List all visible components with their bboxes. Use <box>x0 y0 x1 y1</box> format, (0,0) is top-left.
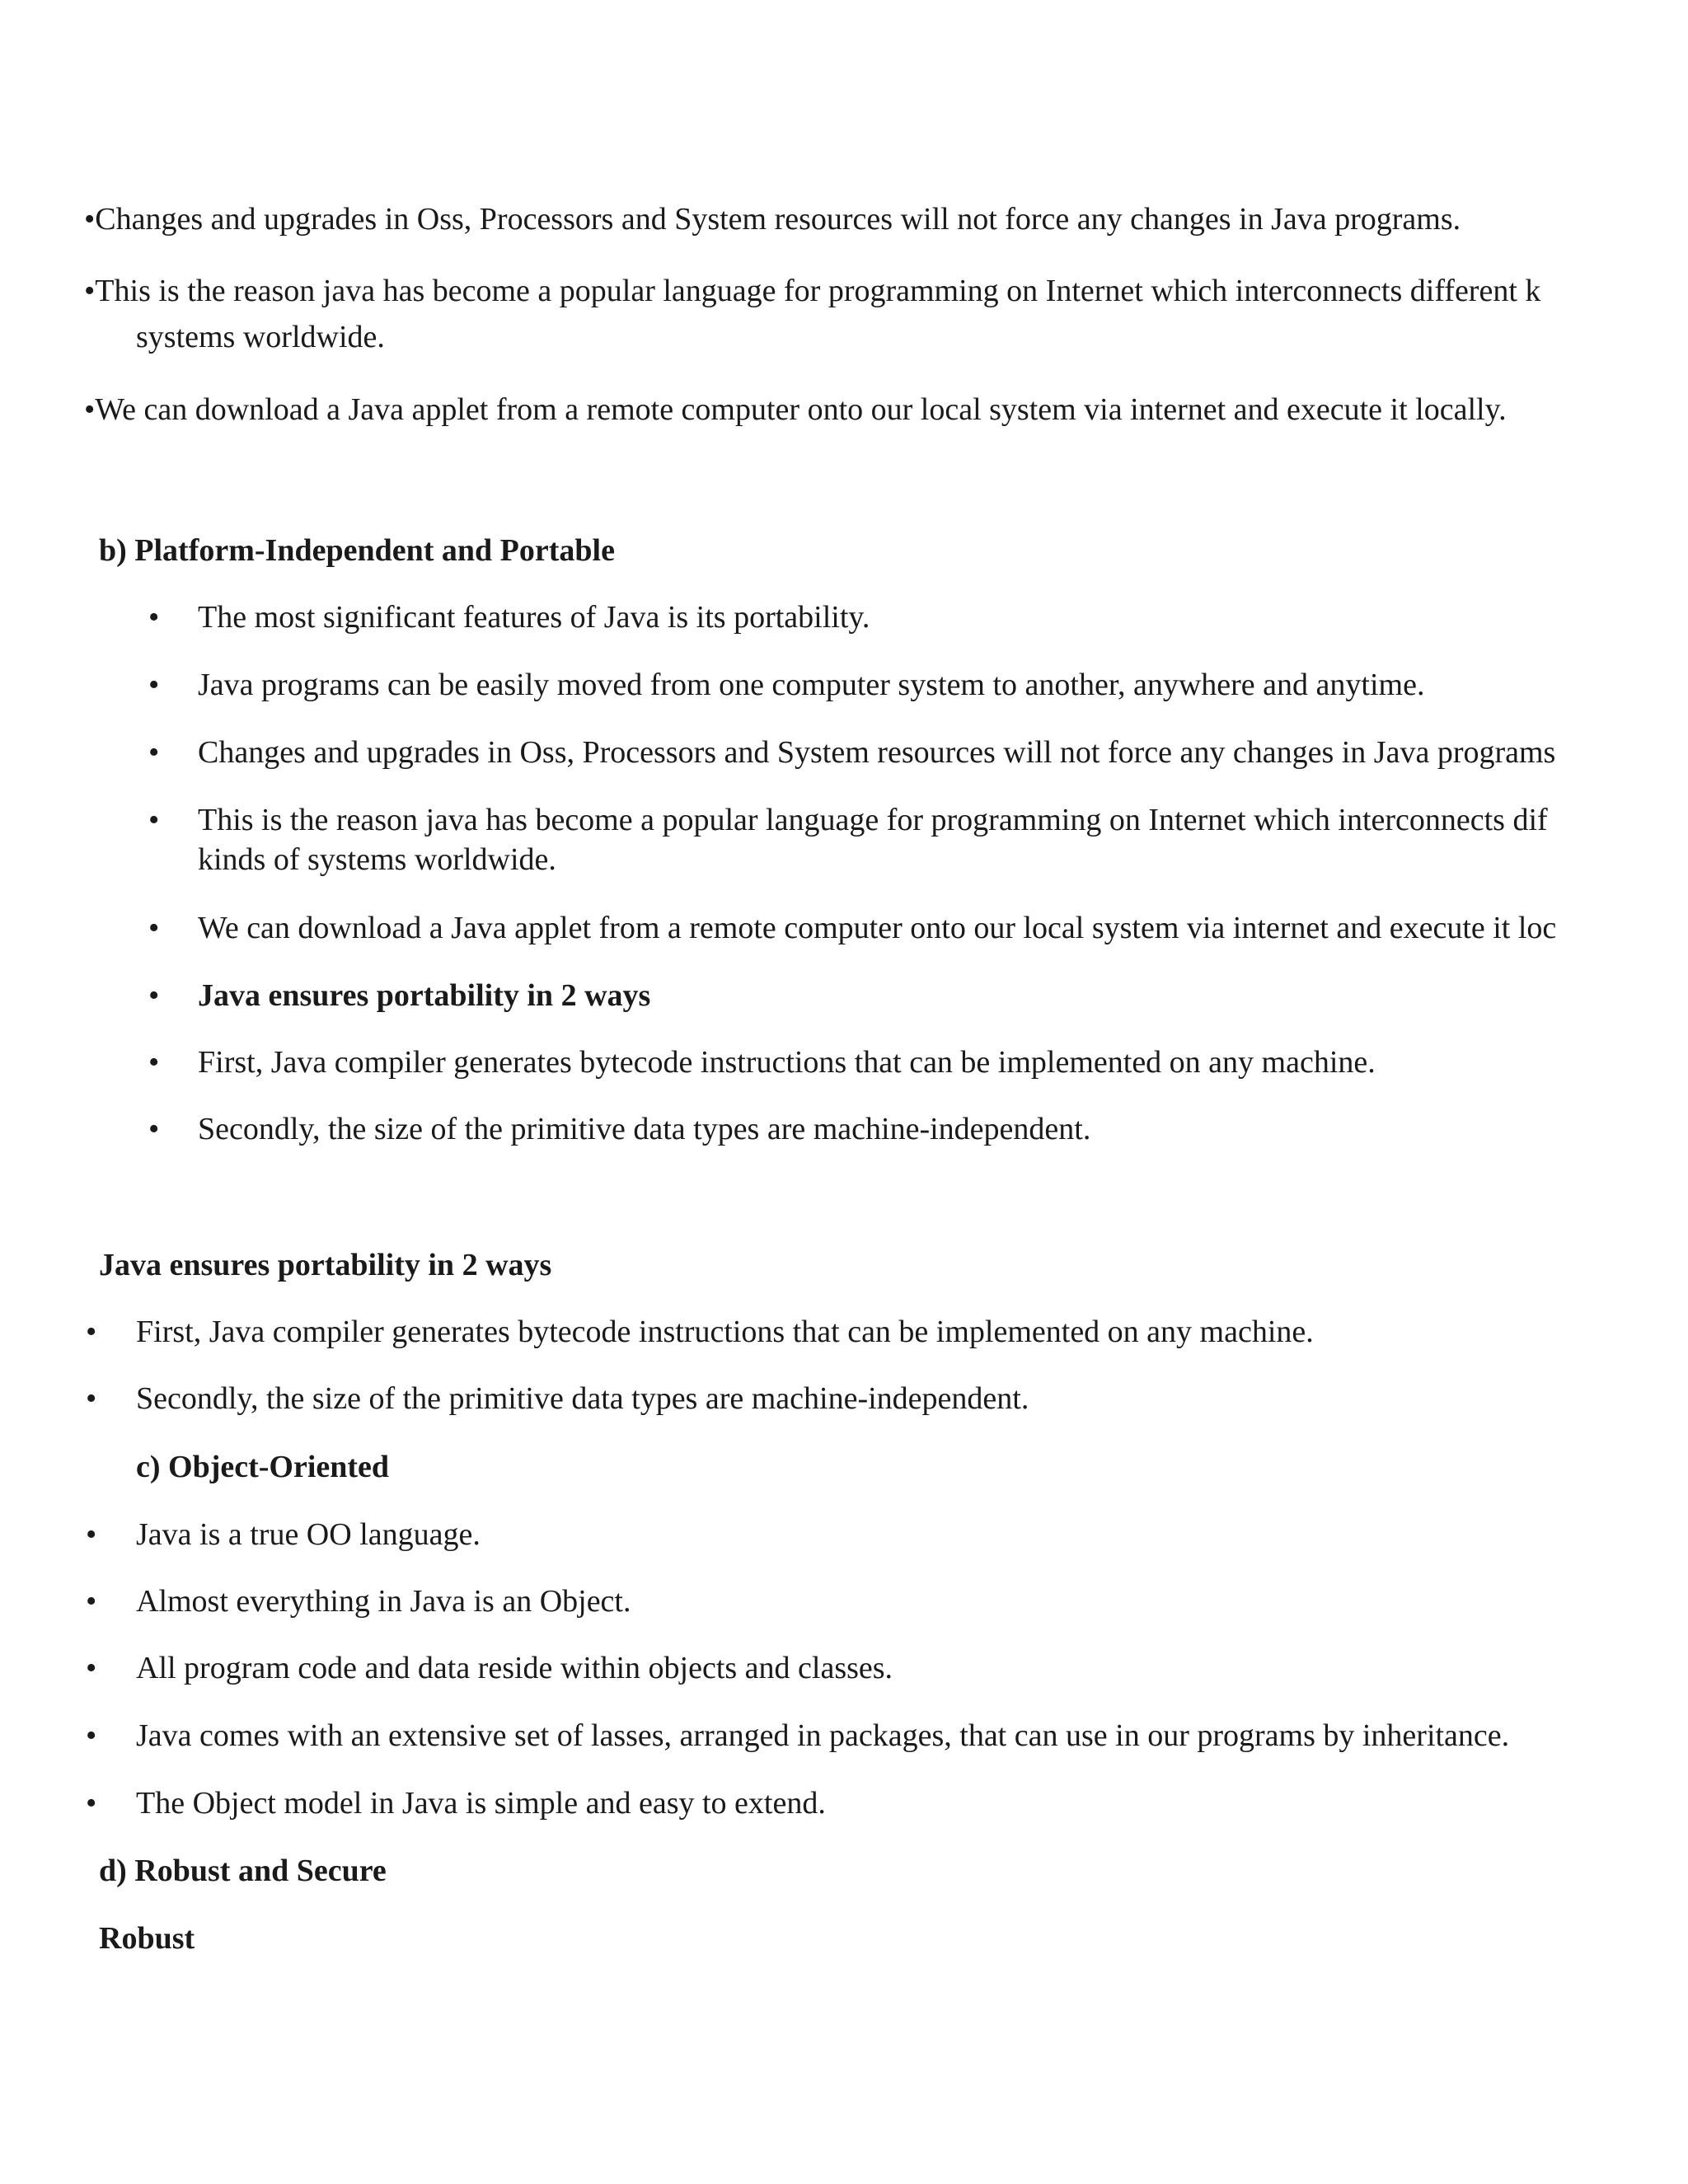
section-b-item-3: Changes and upgrades in Oss, Processors and System resources will not force any changes in Java programs <box>198 735 1556 770</box>
section-c-item-4: Java comes with an extensive set of lasses, arranged in packages, that can use in our programs by inheritance. <box>136 1718 1510 1753</box>
section-b-item-4-continuation: kinds of systems worldwide. <box>198 842 556 877</box>
bullet-icon: • <box>148 803 160 837</box>
section-b-item-1: The most significant features of Java is its portability. <box>198 600 870 635</box>
section-b-item-2: Java programs can be easily moved from one computer system to another, anywhere and anytime. <box>198 668 1425 702</box>
section-c-item-1: Java is a true OO language. <box>136 1517 481 1552</box>
bullet-icon: • <box>86 1381 97 1416</box>
intro-item-2: •This is the reason java has become a popular language for programming on Internet which interconnects different k <box>84 274 1541 308</box>
bullet-icon: • <box>148 668 160 702</box>
bullet-icon: • <box>86 1651 97 1685</box>
bullet-icon: • <box>86 1786 97 1821</box>
section-c-item-3: All program code and data reside within objects and classes. <box>136 1651 893 1685</box>
bullet-icon: • <box>86 1584 97 1619</box>
intro-item-1: •Changes and upgrades in Oss, Processors and System resources will not force any changes in Java programs. <box>84 202 1461 237</box>
section-c-item-5: The Object model in Java is simple and easy to extend. <box>136 1786 826 1821</box>
bullet-icon: • <box>148 911 160 945</box>
section-b-item-6: Java ensures portability in 2 ways <box>198 978 651 1013</box>
bullet-icon: • <box>86 1718 97 1753</box>
intro-item-2-continuation: systems worldwide. <box>136 320 385 354</box>
portability-heading: Java ensures portability in 2 ways <box>99 1248 552 1282</box>
bullet-icon: • <box>148 978 160 1013</box>
section-c-item-2: Almost everything in Java is an Object. <box>136 1584 631 1619</box>
section-b-heading: b) Platform-Independent and Portable <box>99 533 615 568</box>
section-b-item-8: Secondly, the size of the primitive data types are machine-independent. <box>198 1112 1091 1146</box>
section-d-heading: d) Robust and Secure <box>99 1854 387 1888</box>
section-d-subheading: Robust <box>99 1921 195 1956</box>
intro-item-3: •We can download a Java applet from a remote computer onto our local system via internet and execute it locally. <box>84 392 1507 427</box>
section-b-item-4: This is the reason java has become a popular language for programming on Internet which interconnects dif <box>198 803 1548 837</box>
bullet-icon: • <box>148 1112 160 1146</box>
portability-item-2: Secondly, the size of the primitive data types are machine-independent. <box>136 1381 1029 1416</box>
section-c-heading: c) Object-Oriented <box>136 1450 390 1484</box>
section-b-item-5: We can download a Java applet from a remote computer onto our local system via internet and execute it loc <box>198 911 1557 945</box>
bullet-icon: • <box>148 600 160 635</box>
bullet-icon: • <box>86 1315 97 1349</box>
bullet-icon: • <box>148 735 160 770</box>
section-b-item-7: First, Java compiler generates bytecode instructions that can be implemented on any machine. <box>198 1045 1376 1080</box>
portability-item-1: First, Java compiler generates bytecode instructions that can be implemented on any machine. <box>136 1315 1314 1349</box>
bullet-icon: • <box>86 1517 97 1552</box>
bullet-icon: • <box>148 1045 160 1080</box>
